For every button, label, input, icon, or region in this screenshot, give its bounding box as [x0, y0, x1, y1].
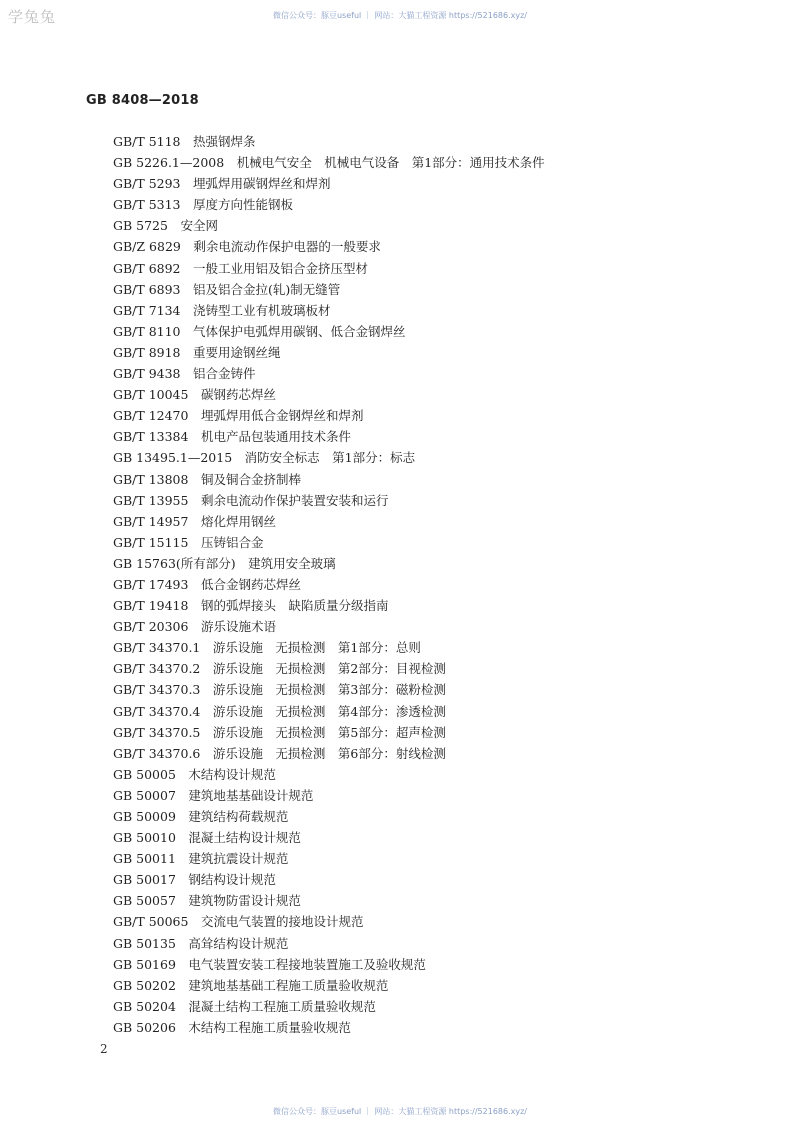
reference-item: GB/T 8110 气体保护电弧焊用碳钢、低合金钢焊丝	[113, 323, 406, 339]
reference-item: GB/T 6893 铝及铝合金拉(轧)制无缝管	[113, 281, 341, 297]
bottom-watermark-text: 微信公众号：豚豆useful ｜ 网站：大猫工程资源 https://521686.xyz/	[272, 1107, 528, 1116]
reference-item: GB/T 13955 剩余电流动作保护装置安装和运行	[113, 492, 389, 508]
reference-item: GB/T 13808 铜及铜合金挤制棒	[113, 471, 301, 487]
reference-item: GB 13495.1—2015 消防安全标志 第1部分：标志	[113, 450, 416, 466]
reference-item: GB 50135 高耸结构设计规范	[113, 935, 289, 951]
reference-item: GB 15763(所有部分) 建筑用安全玻璃	[113, 555, 336, 571]
reference-item: GB 50017 钢结构设计规范	[113, 872, 276, 888]
reference-item: GB/T 17493 低合金钢药芯焊丝	[113, 576, 301, 592]
reference-item: GB 5226.1—2008 机械电气安全 机械电气设备 第1部分：通用技术条件	[113, 155, 545, 171]
reference-item: GB/T 34370.1 游乐设施 无损检测 第1部分：总则	[113, 640, 421, 656]
reference-item: GB/T 34370.2 游乐设施 无损检测 第2部分：目视检测	[113, 661, 446, 677]
reference-item: GB/T 15115 压铸铝合金	[113, 534, 264, 550]
document-number: GB 8408—2018	[86, 93, 199, 108]
reference-item: GB 50204 混凝土结构工程施工质量验收规范	[113, 998, 376, 1014]
reference-item: GB 5725 安全网	[113, 218, 218, 234]
reference-item: GB/T 5118 热强钢焊条	[113, 134, 256, 149]
reference-item: GB 50010 混凝土结构设计规范	[113, 830, 301, 846]
reference-item: GB/T 34370.3 游乐设施 无损检测 第3部分：磁粉检测	[113, 682, 446, 698]
reference-item: GB/T 19418 钢的弧焊接头 缺陷质量分级指南	[113, 598, 389, 614]
normative-references-list	[113, 131, 545, 1038]
reference-item: GB/T 12470 埋弧焊用低合金钢焊丝和焊剂	[113, 408, 364, 424]
reference-item: GB 50007 建筑地基基础设计规范	[113, 787, 314, 803]
reference-item: GB 50169 电气装置安装工程接地装置施工及验收规范	[113, 956, 426, 972]
reference-item: GB 50005 木结构设计规范	[113, 766, 276, 782]
reference-item: GB/T 34370.6 游乐设施 无损检测 第6部分：射线检测	[113, 745, 446, 761]
reference-item: GB 50206 木结构工程施工质量验收规范	[113, 1019, 351, 1035]
reference-item: GB 50009 建筑结构荷载规范	[113, 809, 289, 824]
reference-item: GB/T 34370.5 游乐设施 无损检测 第5部分：超声检测	[113, 724, 446, 740]
reference-item: GB/Z 6829 剩余电流动作保护电器的一般要求	[113, 239, 381, 255]
reference-item: GB/T 5313 厚度方向性能钢板	[113, 197, 294, 213]
reference-item: GB 50202 建筑地基基础工程施工质量验收规范	[113, 977, 389, 993]
reference-item: GB/T 50065 交流电气装置的接地设计规范	[113, 914, 364, 930]
reference-item: GB 50011 建筑抗震设计规范	[113, 851, 289, 867]
reference-item: GB/T 14957 熔化焊用钢丝	[113, 513, 276, 529]
reference-item: GB/T 8918 重要用途钢丝绳	[113, 344, 281, 360]
reference-item: GB/T 13384 机电产品包装通用技术条件	[113, 429, 351, 445]
reference-item: GB/T 10045 碳钢药芯焊丝	[113, 387, 276, 403]
reference-item: GB/T 7134 浇铸型工业有机玻璃板材	[113, 302, 331, 318]
reference-item: GB/T 6892 一般工业用铝及铝合金挤压型材	[113, 260, 369, 276]
reference-item: GB/T 20306 游乐设施术语	[113, 619, 276, 635]
reference-item: GB/T 34370.4 游乐设施 无损检测 第4部分：渗透检测	[113, 703, 446, 719]
reference-item: GB/T 9438 铝合金铸件	[113, 366, 256, 382]
reference-item: GB 50057 建筑物防雷设计规范	[113, 893, 301, 909]
page-number: 2	[100, 1042, 108, 1056]
brand-watermark: 学兔兔	[8, 8, 57, 26]
reference-item: GB/T 5293 埋弧焊用碳钢焊丝和焊剂	[113, 176, 331, 192]
top-watermark-text: 微信公众号：豚豆useful ｜ 网站：大猫工程资源 https://521686.xyz/	[272, 11, 528, 20]
